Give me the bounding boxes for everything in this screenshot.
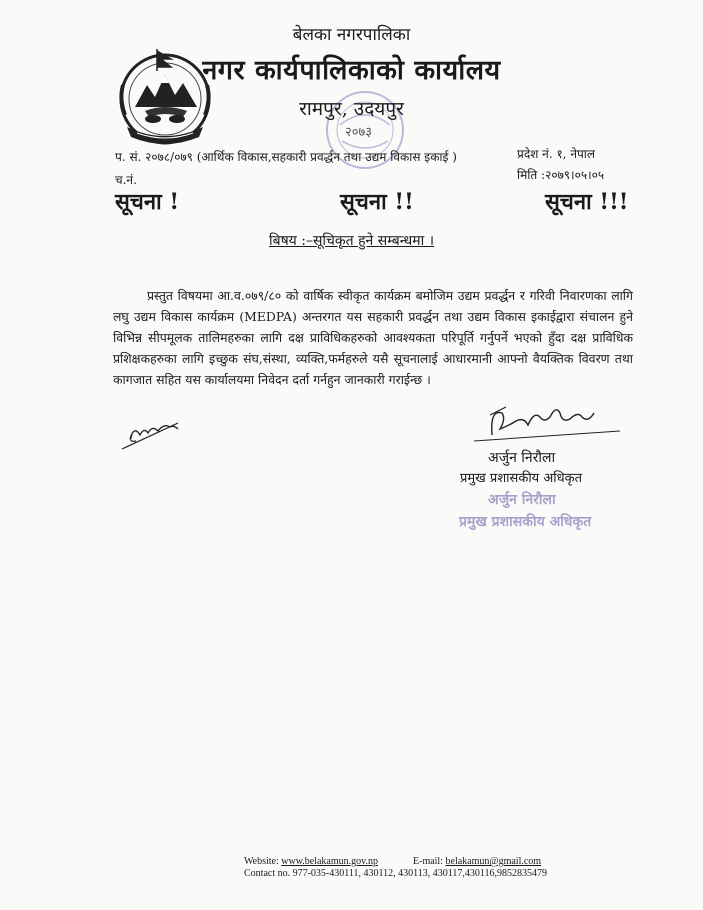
notice-body: प्रस्तुत विषयमा आ.व.०७९/८० को वार्षिक स्वीकृत कार्यक्रम बमोजिम उद्यम प्रवर्द्धन र गरिवी निवारणका लागि लघु उद्यम विकास कार्यक्रम (MEDPA) अन्तरगत यस सहकारी प्रवर्द्धन तथा उद्यम विकास इकाईद्वारा संचालन हुने विभिन्न सीपमूलक तालिमहरुका लागि दक्ष प्राविधिकहरुको आवश्यकता परिपूर्ति गर्नुपर्ने भएको हुँदा दक्ष प्राविधिक प्रशिक्षकहरुका लागि इच्छुक संघ,संस्था, व्यक्ति,फर्महरुले यसै सूचनालाई आधारमानी आफ्नो वैयक्तिक विवरण तथा कागजात सहित यस कार्यालयमा निवेदन दर्ता गर्नहुन जानकारी गराईन्छ । [113,288,633,387]
reference-number: प. सं. २०७८/०७९ (आर्थिक विकास,सहकारी प्रवर्द्धन तथा उद्यम विकास इकाई ) [115,150,457,164]
stamp-signatory-name: अर्जुन निरौला [488,492,556,508]
notice-heading-right: सूचना !!! [545,189,629,215]
notice-heading-left: सूचना ! [115,189,180,215]
stamp-signatory-designation: प्रमुख प्रशासकीय अधिकृत [459,514,592,530]
email-link[interactable]: belakamun@gmail.com [445,856,542,867]
municipality-name: बेलका नगरपालिका [292,25,411,45]
office-location: रामपुर, उदयपुर [299,98,404,120]
signatory-name: अर्जुन निरौला [488,450,556,466]
dispatch-number: च.नं. [115,173,137,187]
established-year: २०७३ [345,125,373,140]
document-date: मिति :२०७९।०५।०५ [517,168,605,182]
signatory-designation: प्रमुख प्रशासकीय अधिकृत [460,471,583,486]
province-label: प्रदेश नं. १, नेपाल [517,147,596,161]
notice-heading-center: सूचना !! [340,189,414,215]
signatory-signature [470,395,620,447]
subject-text: बिषय :–सूचिकृत हुने सम्बन्धमा । [268,233,435,249]
footer-website [244,856,378,867]
footer-contact: Contact no. 977-035-430111, 430112, 430113, 430117,430116,9852835479 [244,868,548,879]
website-link[interactable]: www.belakamun.gov.np [281,856,378,867]
email-label: E-mail: [413,856,443,867]
website-label: Website: [244,856,279,867]
initials-signature [118,405,190,455]
office-title: नगर कार्यपालिकाको कार्यालय [202,55,501,86]
subject-line [0,231,703,250]
footer-email [413,856,541,867]
